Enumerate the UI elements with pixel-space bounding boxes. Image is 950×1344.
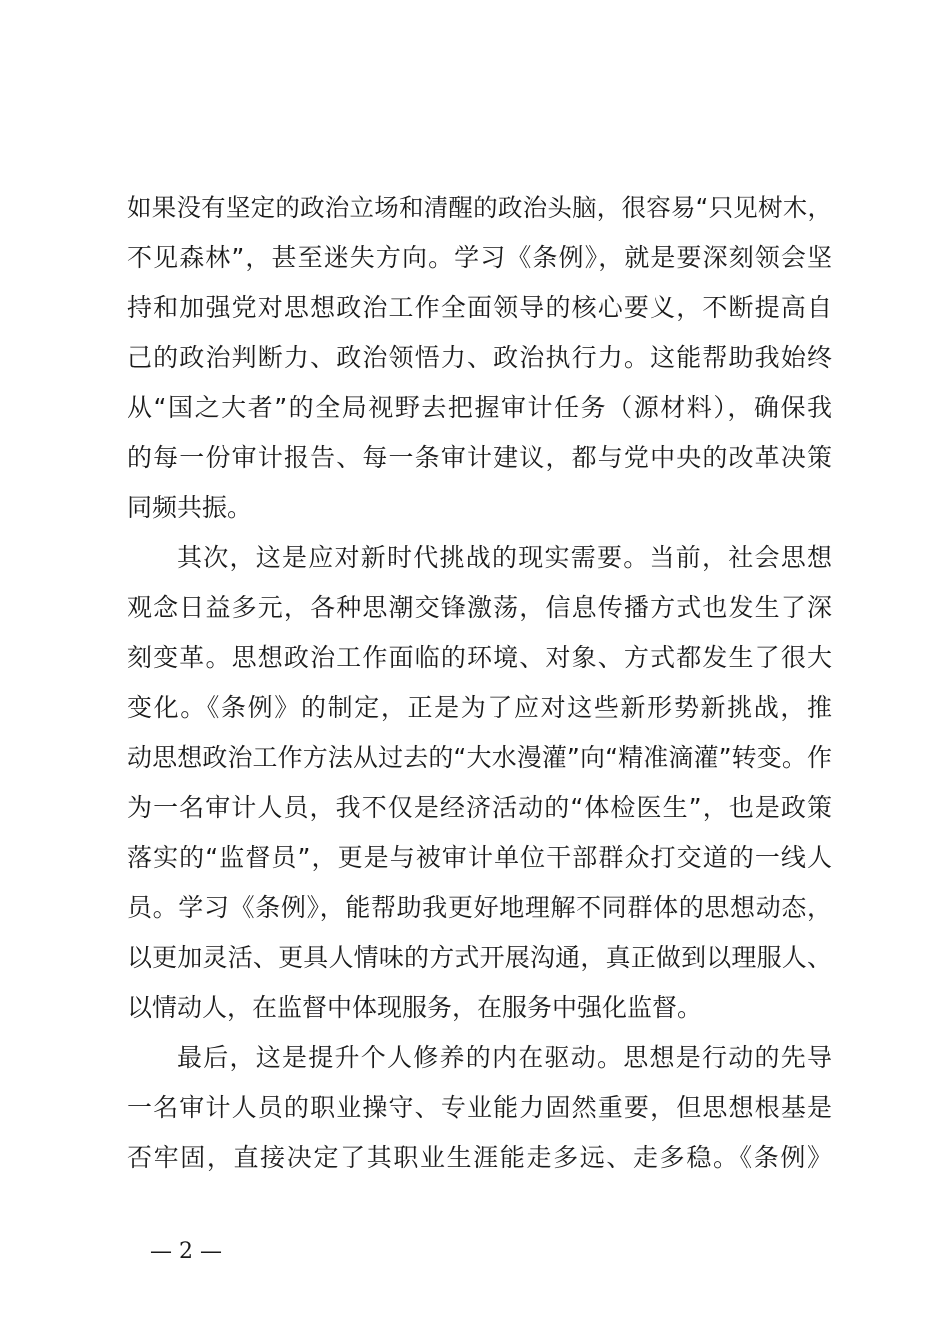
text-line: 己的政治判断力、政治领悟力、政治执行力。这能帮助我始终 xyxy=(127,343,832,372)
text-line: 观念日益多元，各种思潮交锋激荡，信息传播方式也发生了深 xyxy=(127,593,832,622)
text-line: 同频共振。 xyxy=(127,493,253,522)
text-line: 变化。《条例》的制定，正是为了应对这些新形势新挑战，推 xyxy=(127,693,832,722)
text-line: 以情动人，在监督中体现服务，在服务中强化监督。 xyxy=(127,993,703,1022)
text-line: 从“国之大者”的全局视野去把握审计任务（源材料），确保我 xyxy=(127,393,832,422)
text-line: 为一名审计人员，我不仅是经济活动的“体检医生”，也是政策 xyxy=(127,793,832,822)
text-line: 一名审计人员的职业操守、专业能力固然重要，但思想根基是 xyxy=(127,1093,832,1122)
paragraph-first-line: 最后，这是提升个人修养的内在驱动。思想是行动的先导 xyxy=(177,1043,832,1072)
text-line: 不见森林”，甚至迷失方向。学习《条例》，就是要深刻领会坚 xyxy=(127,243,832,272)
text-line: 刻变革。思想政治工作面临的环境、对象、方式都发生了很大 xyxy=(127,643,832,672)
paragraph-first-line: 其次，这是应对新时代挑战的现实需要。当前，社会思想 xyxy=(177,543,832,572)
text-line: 动思想政治工作方法从过去的“大水漫灌”向“精准滴灌”转变。作 xyxy=(127,743,832,772)
text-line: 员。学习《条例》，能帮助我更好地理解不同群体的思想动态， xyxy=(127,893,832,922)
text-line: 持和加强党对思想政治工作全面领导的核心要义，不断提高自 xyxy=(127,293,832,322)
page-number: — 2 — xyxy=(150,1239,222,1264)
text-line: 落实的“监督员”，更是与被审计单位干部群众打交道的一线人 xyxy=(127,843,832,872)
text-line: 如果没有坚定的政治立场和清醒的政治头脑，很容易“只见树木， xyxy=(127,193,832,222)
text-line: 否牢固，直接决定了其职业生涯能走多远、走多稳。《条例》 xyxy=(127,1143,832,1172)
text-line: 的每一份审计报告、每一条审计建议，都与党中央的改革决策 xyxy=(127,443,832,472)
text-line: 以更加灵活、更具人情味的方式开展沟通，真正做到以理服人、 xyxy=(127,943,832,972)
